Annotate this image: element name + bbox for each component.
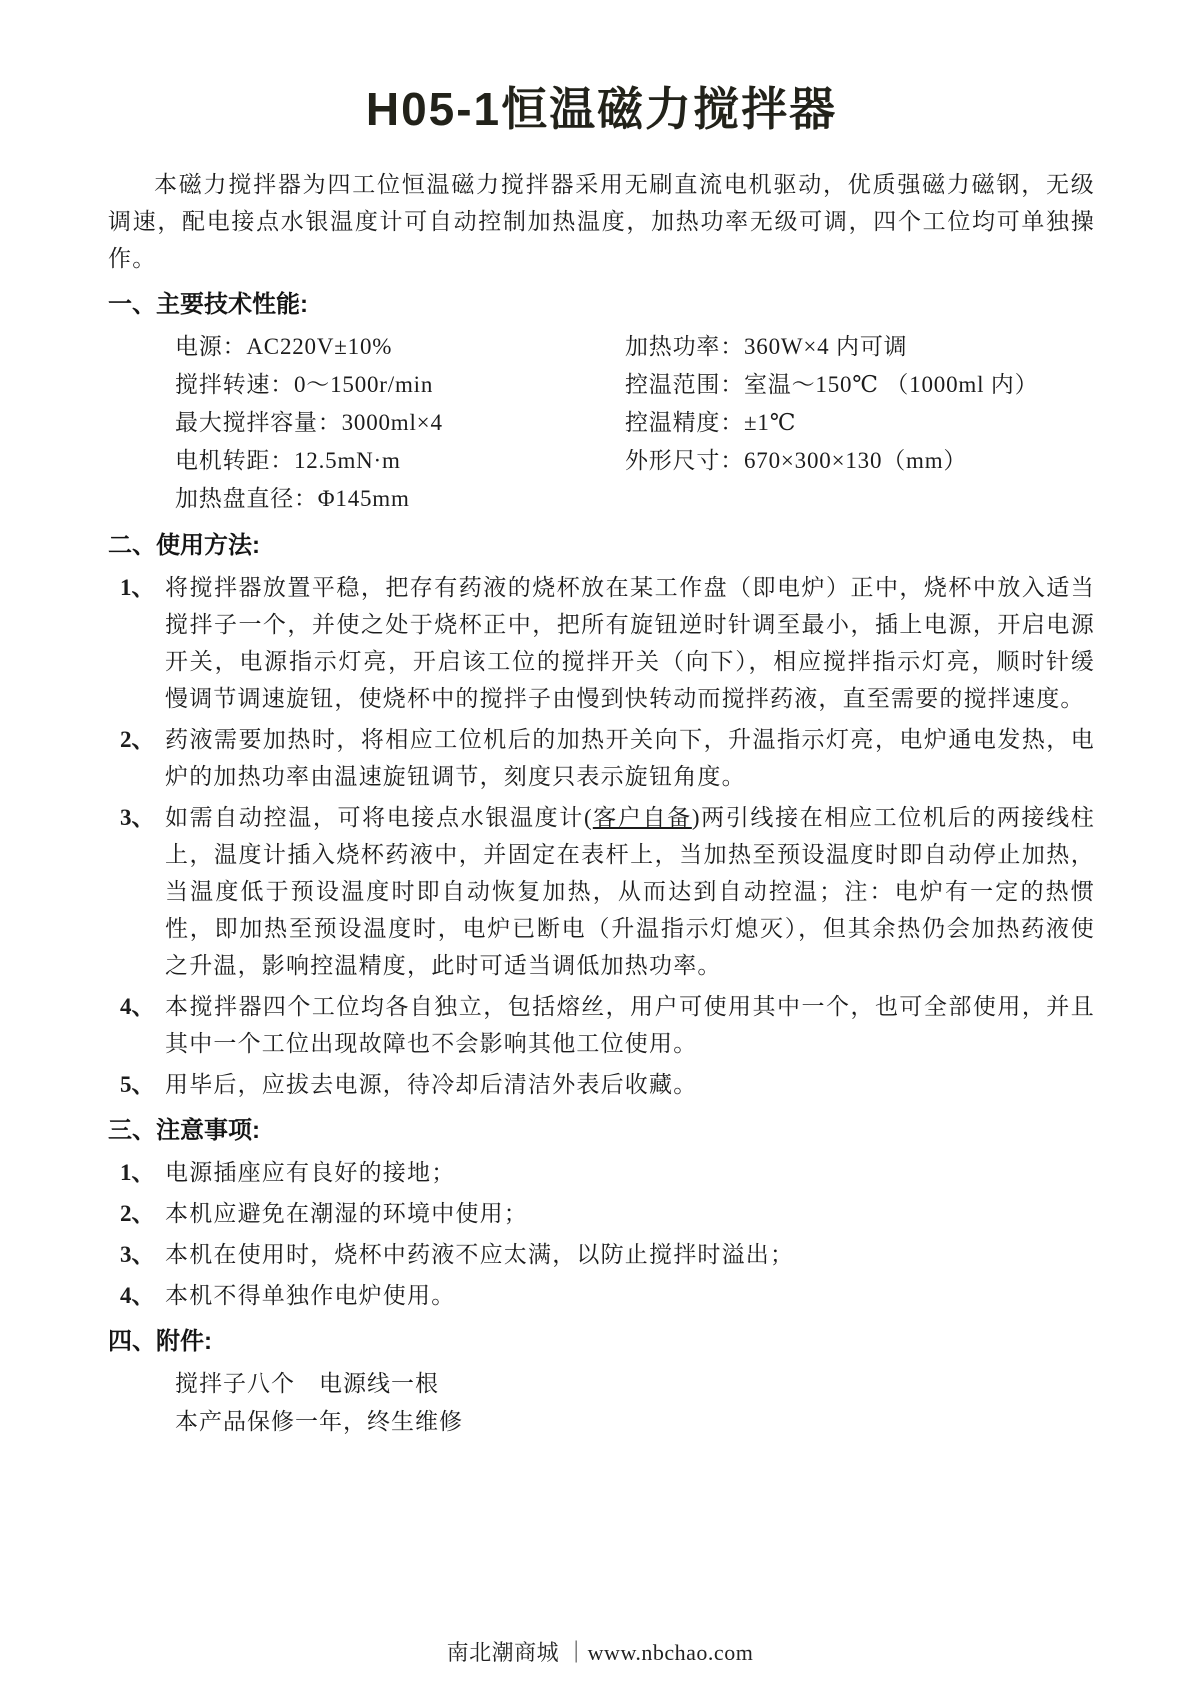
item-number: 2、 — [120, 727, 155, 752]
spec-motor-torque: 电机转距：12.5mN·m — [175, 448, 401, 473]
item-text: 用毕后，应拔去电源，待冷却后清洁外表后收藏。 — [165, 1072, 698, 1097]
usage-item-3 — [108, 799, 1095, 984]
spec-temp-accuracy: 控温精度：±1℃ — [625, 410, 797, 435]
spec-column-right — [625, 328, 1095, 518]
item-number: 1、 — [120, 575, 155, 600]
item-number: 1、 — [120, 1160, 155, 1185]
intro-paragraph: 本磁力搅拌器为四工位恒温磁力搅拌器采用无刷直流电机驱动，优质强磁力磁钢，无级调速，配电接点水银温度计可自动控制加热温度，加热功率无级可调，四个工位均可单独操作。 — [108, 172, 1095, 271]
spec-max-capacity: 最大搅拌容量：3000ml×4 — [175, 410, 443, 435]
note-item-3 — [108, 1236, 1095, 1273]
item-text — [165, 799, 1095, 984]
spec-power: 电源：AC220V±10% — [175, 334, 393, 359]
spec-dimensions: 外形尺寸：670×300×130（mm） — [625, 448, 968, 473]
spec-heating-power: 加热功率：360W×4 内可调 — [625, 334, 908, 359]
item-text: 本机不得单独作电炉使用。 — [165, 1283, 456, 1308]
note-item-2 — [108, 1195, 1095, 1232]
note-item-4 — [108, 1277, 1095, 1314]
item-number: 4、 — [120, 994, 155, 1019]
spec-column-left — [175, 328, 625, 518]
page-title: H05-1恒温磁力搅拌器 — [365, 83, 838, 135]
item-text: 药液需要加热时，将相应工位机后的加热开关向下，升温指示灯亮，电炉通电发热，电炉的加热功率由温速旋钮调节，刻度只表示旋钮角度。 — [165, 727, 1095, 789]
section-heading-accessories: 四、附件: — [108, 1328, 212, 1355]
item-number: 5、 — [120, 1072, 155, 1097]
item-text: 本搅拌器四个工位均各自独立，包括熔丝，用户可使用其中一个，也可全部使用，并且其中一个工位出现故障也不会影响其他工位使用。 — [165, 994, 1095, 1056]
item-text-before: 如需自动控温，可将电接点水银温度计( — [165, 805, 593, 830]
note-item-1 — [108, 1154, 1095, 1191]
item-text-after: )两引线接在相应工位机后的两接线柱上，温度计插入烧杯药液中，并固定在表杆上，当加热至预设温度时即自动停止加热，当温度低于预设温度时即自动恢复加热，从而达到自动控温；注：电炉有一定的热惯性，即加热至预设温度时，电炉已断电（升温指示灯熄灭），但其余热仍会加热药液使之升温，影响控温精度，此时可适当调低加热功率。 — [165, 805, 1096, 978]
item-text: 将搅拌器放置平稳，把存有药液的烧杯放在某工作盘（即电炉）正中，烧杯中放入适当搅拌子一个，并使之处于烧杯正中，把所有旋钮逆时针调至最小，插上电源，开启电源开关，电源指示灯亮，开启该工位的搅拌开关（向下），相应搅拌指示灯亮，顺时针缓慢调节调速旋钮，使烧杯中的搅拌子由慢到快转动而搅拌药液，直至需要的搅拌速度。 — [165, 575, 1095, 711]
item-number: 3、 — [120, 1242, 155, 1267]
spec-plate-diameter: 加热盘直径：Φ145mm — [175, 486, 410, 511]
section-heading-specs: 一、主要技术性能: — [108, 291, 308, 318]
item-number: 3、 — [120, 805, 155, 830]
usage-item-5 — [108, 1066, 1095, 1103]
notes-list — [108, 1154, 1095, 1314]
accessories-line-1: 搅拌子八个 电源线一根 — [175, 1371, 439, 1396]
accessories-line-2: 本产品保修一年，终生维修 — [175, 1409, 463, 1434]
spec-table — [108, 328, 1095, 518]
item-number: 4、 — [120, 1283, 155, 1308]
item-text: 本机应避免在潮湿的环境中使用； — [165, 1201, 528, 1226]
section-heading-usage: 二、使用方法: — [108, 532, 260, 559]
spec-temp-range: 控温范围：室温～150℃ （1000ml 内） — [625, 372, 1039, 397]
footer-watermark: 南北潮商城 ｜www.nbchao.com — [446, 1640, 754, 1665]
item-text: 本机在使用时，烧杯中药液不应太满，以防止搅拌时溢出； — [165, 1242, 795, 1267]
spec-stir-speed: 搅拌转速：0～1500r/min — [175, 372, 434, 397]
usage-list — [108, 569, 1095, 1103]
item-number: 2、 — [120, 1201, 155, 1226]
usage-item-2 — [108, 721, 1095, 795]
section-heading-notes: 三、注意事项: — [108, 1117, 260, 1144]
usage-item-4 — [108, 988, 1095, 1062]
underlined-text: 客户自备 — [592, 805, 692, 830]
usage-item-1 — [108, 569, 1095, 717]
item-text: 电源插座应有良好的接地； — [165, 1160, 456, 1185]
